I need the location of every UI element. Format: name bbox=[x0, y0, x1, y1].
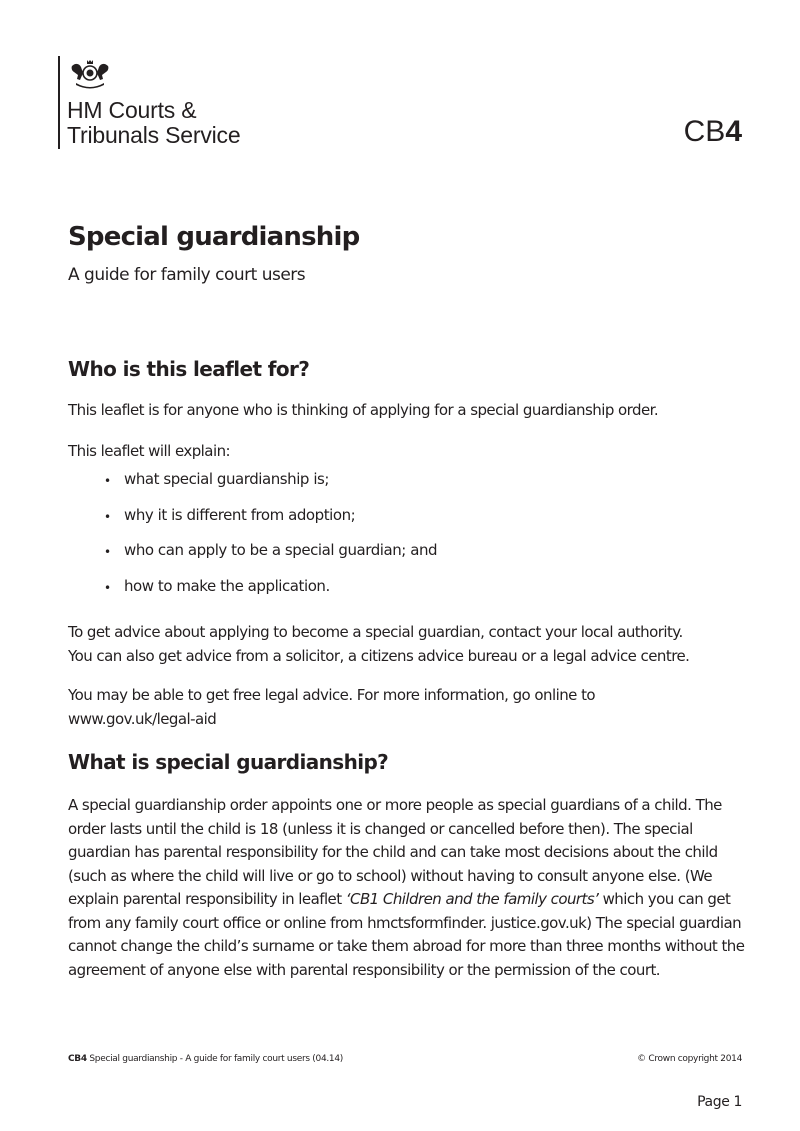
legal-aid-paragraph bbox=[68, 684, 748, 731]
cb1-leaflet-reference: ‘CB1 Children and the family courts’ bbox=[345, 890, 599, 908]
org-name-line-1: HM Courts & bbox=[67, 97, 197, 123]
royal-coat-of-arms-icon bbox=[68, 58, 112, 90]
logo-divider-bar bbox=[58, 56, 60, 149]
doc-code-number: 4 bbox=[725, 115, 742, 148]
section-heading-who: Who is this leaflet for? bbox=[68, 357, 310, 381]
explain-bullet-list bbox=[104, 470, 437, 612]
page-subtitle: A guide for family court users bbox=[68, 265, 306, 285]
legal-aid-link[interactable]: www.gov.uk/legal-aid bbox=[68, 709, 217, 728]
advice-paragraph bbox=[68, 621, 748, 668]
who-intro-paragraph: This leaflet is for anyone who is thinking of applying for a special guardianship order. bbox=[68, 401, 659, 419]
bullet-icon: • bbox=[104, 474, 111, 488]
advice-line-1: To get advice about applying to become a special guardian, contact your local authority. bbox=[68, 623, 683, 641]
list-item bbox=[104, 470, 437, 506]
list-item bbox=[104, 506, 437, 542]
what-text-part-1: A special guardianship order appoints one or more people as special guardians of a child. The order lasts until the child is 18 (unless it is changed or cancelled before then). The special guardian has parental responsibility for the child and can take most decisions about the child (such as where the child will live or go to school) without having to consult anyone else. (We explain parental responsibility in leaflet bbox=[68, 796, 722, 908]
doc-code-prefix: CB bbox=[683, 115, 726, 148]
advice-line-2: You can also get advice from a solicitor, a citizens advice bureau or a legal advice centre. bbox=[68, 646, 690, 665]
bullet-icon: • bbox=[104, 509, 111, 524]
section-heading-what: What is special guardianship? bbox=[68, 750, 389, 774]
page-title: Special guardianship bbox=[68, 222, 360, 252]
page-number: Page 1 bbox=[697, 1094, 742, 1110]
bullet-icon: • bbox=[104, 545, 111, 559]
explain-lead-text: This leaflet will explain: bbox=[68, 442, 231, 460]
footer-description: Special guardianship - A guide for family court users (04.14) bbox=[86, 1054, 343, 1064]
org-name-line-2: Tribunals Service bbox=[67, 122, 241, 148]
list-item bbox=[104, 541, 437, 577]
list-item-text: why it is different from adoption; bbox=[124, 505, 356, 524]
what-text-part-2: which you can get from any family court office or online from hmctsformfinder. justice.gov.uk) The special guardian cannot change the child’s surname or take them abroad for more than three months without the agreement of anyone else with parental responsibility or the permission of the court. bbox=[68, 890, 745, 979]
footer-copyright: © Crown copyright 2014 bbox=[637, 1054, 742, 1064]
list-item bbox=[104, 577, 437, 613]
list-item-text: how to make the application. bbox=[124, 576, 330, 595]
legal-aid-text: You may be able to get free legal advice. For more information, go online to bbox=[68, 686, 596, 704]
document-code bbox=[684, 115, 742, 149]
list-item-text: what special guardianship is; bbox=[124, 470, 329, 488]
bullet-icon: • bbox=[104, 580, 111, 595]
what-paragraph bbox=[68, 794, 748, 982]
footer-document-info bbox=[68, 1054, 343, 1064]
footer-code: CB4 bbox=[68, 1054, 87, 1064]
list-item-text: who can apply to be a special guardian; and bbox=[124, 541, 438, 559]
organisation-name bbox=[67, 98, 240, 148]
